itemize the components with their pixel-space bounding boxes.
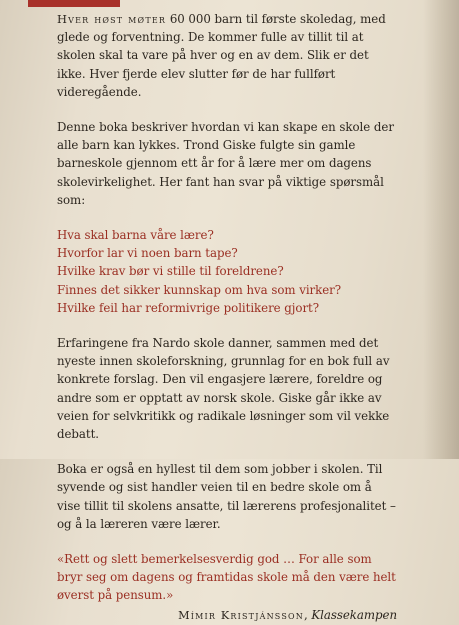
intro-paragraph bbox=[57, 10, 397, 101]
attribution-separator: , bbox=[303, 607, 312, 622]
intro-lead: Hver høst møter bbox=[57, 12, 167, 26]
description-paragraph: Denne boka beskriver hvordan vi kan skape en skole der alle barn kan lykkes. Trond Giske fulgte sin gamle barneskole gjennom ett år for å lære mer om dagens skolevirkelighet. Her fant han svar på viktige spørsmål som: bbox=[57, 120, 394, 207]
question-list bbox=[57, 226, 397, 317]
page-fold-shadow bbox=[423, 0, 459, 459]
publication-name: Klassekampen bbox=[311, 607, 397, 622]
cover-red-stripe bbox=[28, 0, 120, 7]
tribute-paragraph: Boka er også en hyllest til dem som jobber i skolen. Til syvende og sist handler veien til en bedre skole om å vise tillit til skolens ansatte, til lærerens profesjonalitet – og å la læreren være lærer. bbox=[57, 462, 396, 531]
question-item: Hvorfor lar vi noen barn tape? bbox=[57, 246, 238, 261]
back-cover-text bbox=[57, 10, 397, 625]
experience-paragraph: Erfaringene fra Nardo skole danner, sammen med det nyeste innen skoleforskning, grunnlag for en bok full av konkrete forslag. Den vil engasjere lærere, foreldre og andre som er opptatt av norsk skole. Giske går ikke av veien for selvkritikk og radikale løsninger som vil vekke debatt. bbox=[57, 336, 390, 442]
question-item: Finnes det sikker kunnskap om hva som virker? bbox=[57, 282, 342, 297]
review-quote: «Rett og slett bemerkelsesverdig god … For alle som bryr seg om dagens og framtidas skole må den være helt øverst på pensum.» bbox=[57, 552, 396, 603]
question-item: Hva skal barna våre lære? bbox=[57, 228, 214, 243]
question-item: Hvilke feil har reformivrige politikere gjort? bbox=[57, 300, 320, 315]
review-attribution bbox=[57, 606, 397, 625]
intro-text: 60 000 barn til første skoledag, med glede og forventning. De kommer fulle av tillit til at skolen skal ta vare på hver og en av dem. Slik er det ikke. Hver fjerde elev slutter før de har fullført videregående. bbox=[57, 12, 386, 99]
question-item: Hvilke krav bør vi stille til foreldrene? bbox=[57, 264, 284, 279]
reviewer-name: Mímir Kristjánsson bbox=[178, 608, 304, 622]
